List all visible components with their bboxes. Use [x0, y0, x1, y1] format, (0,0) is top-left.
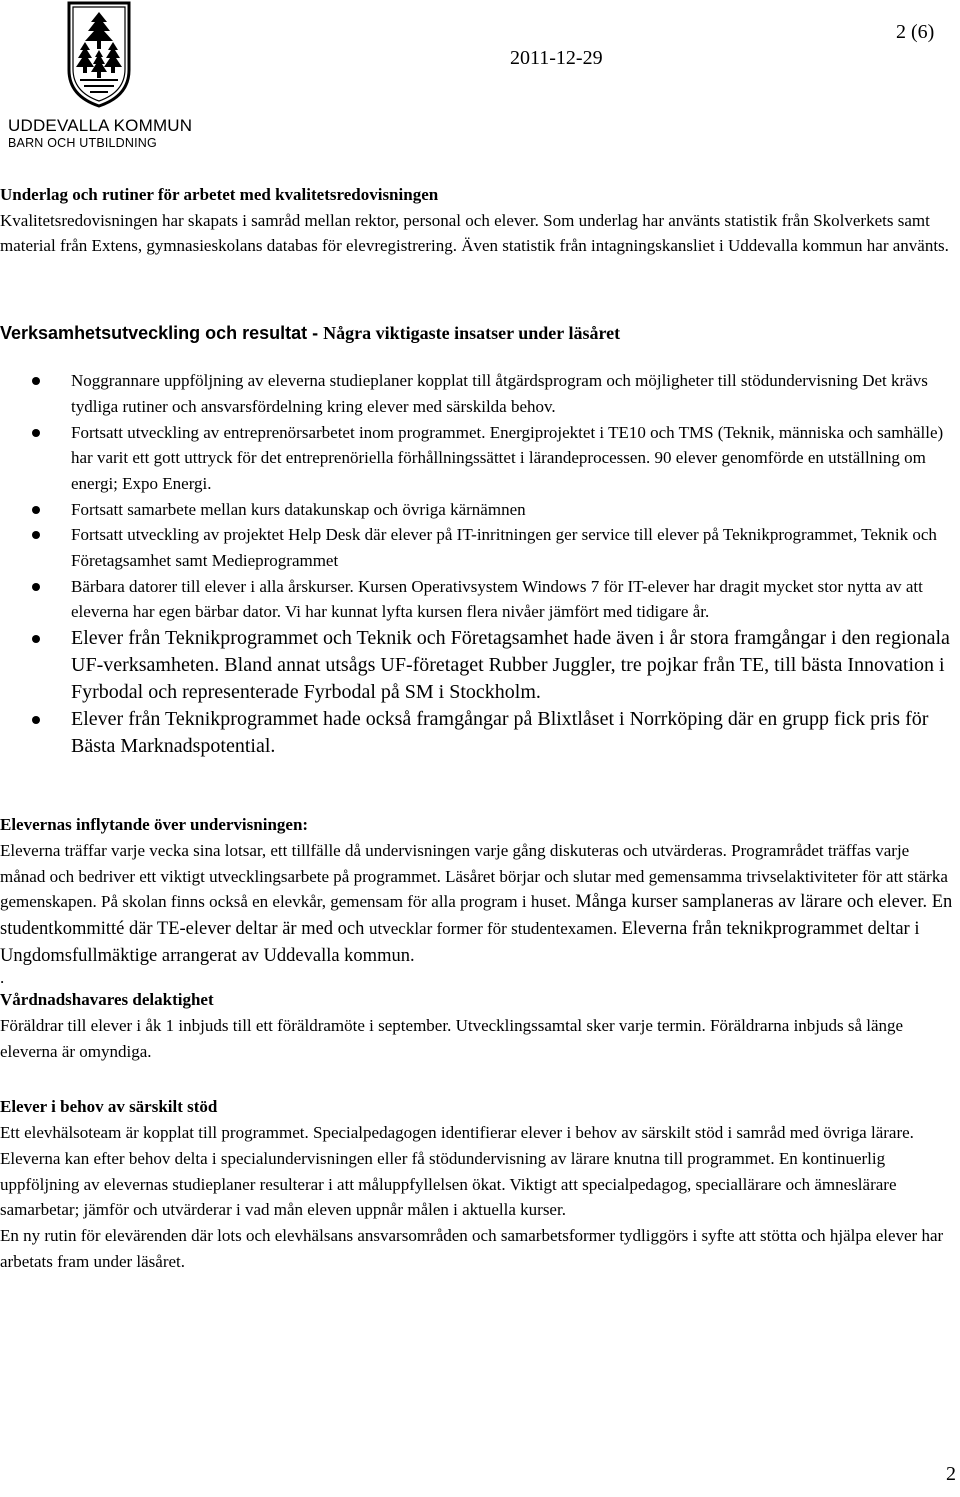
- list-item: Fortsatt utveckling av entreprenörsarbetet inom programmet. Energiprojektet i TE10 och TMS (Teknik, människa och samhälle) har varit ett gott uttryck för det entreprenöriella förhållningssättet i lärandeprocessen. 90 elever genomförde en utställning om energi; Expo Energi.: [0, 420, 958, 497]
- inflytande-text-4: Eleverna från teknikprogrammet deltar i Ungdomsfullmäktige arrangerat av Uddevalla kommun.: [0, 918, 920, 966]
- header-logo-block: [4, 0, 194, 150]
- page-indicator: 2 (6): [896, 21, 935, 43]
- list-item: Elever från Teknikprogrammet hade också framgångar på Blixtlåset i Norrköping där en grupp fick pris för Bästa Marknadspotential.: [0, 706, 958, 760]
- section-heading-verksamhet: [0, 320, 958, 346]
- section-heading-inflytande: Elevernas inflytande över undervisningen:: [0, 815, 309, 835]
- section-heading-vardnad: Vårdnadshavares delaktighet: [0, 990, 214, 1010]
- inflytande-text-2: Många kurser samplaneras av lärare och elever. En studentkommitté där TE-elever deltar är med och: [0, 892, 953, 939]
- section-heading-stod: Elever i behov av särskilt stöd: [0, 1097, 218, 1117]
- list-item: Noggrannare uppföljning av eleverna studieplaner kopplat till åtgärdsprogram och möjligheter till stödundervisning Det krävs tydliga rutiner och ansvarsfördelning kring elever med särskilda behov.: [0, 368, 958, 419]
- municipal-coat-of-arms-icon: [66, 0, 132, 108]
- paragraph-inflytande: [0, 838, 958, 970]
- paragraph-vardnad: Föräldrar till elever i åk 1 inbjuds till ett föräldramöte i september. Utvecklingssamtal sker varje termin. Föräldrarna inbjuds så länge eleverna är omyndiga.: [0, 1016, 904, 1061]
- list-item: Fortsatt utveckling av projektet Help Desk där elever på IT-inritningen ger service till elever på Teknikprogrammet, Teknik och Företagsamhet samt Medieprogrammet: [0, 522, 958, 573]
- separator-dot: .: [0, 968, 5, 988]
- section-heading-underlag: Underlag och rutiner för arbetet med kvalitetsredovisningen: [0, 185, 439, 204]
- paragraph-stod-1: Ett elevhälsoteam är kopplat till programmet. Specialpedagogen identifierar elever i behov av särskilt stöd i samråd med övriga lärare. Eleverna kan efter behov delta i specialundervisningen eller få stödundervisning av lärare knutna till programmet. En kontinuerlig uppföljning av elevernas studieplaner resulterar i att måluppfyllelsen ökat. Viktigt att specialpedagog, speciallärare och ämneslärare samarbetar; jämför och utvärderar i vad mån eleven uppnår målen i aktuella kurser.: [0, 1123, 914, 1220]
- heading-verksamhet-sub: Några viktigaste insatser under läsåret: [323, 323, 621, 344]
- department-name: BARN OCH UTBILDNING: [8, 136, 157, 150]
- paragraph-stod-2: En ny rutin för elevärenden där lots och elevhälsans ansvarsområden och samarbetsformer tydliggörs i syfte att stötta och hjälpa elever har arbetats fram under läsåret.: [0, 1225, 944, 1271]
- inflytande-text-3: utvecklar former för studentexamen.: [369, 918, 622, 938]
- footer-page-number: 2: [946, 1463, 956, 1485]
- heading-verksamhet-main: Verksamhetsutveckling och resultat -: [0, 323, 324, 344]
- paragraph-underlag: Kvalitetsredovisningen har skapats i samråd mellan rektor, personal och elever. Som underlag har använts statistik från Skolverkets samt material från Extens, gymnasieskolans databas för elevregistrering. Även statistik från intagningskansliet i Uddevalla kommun har använts.: [0, 210, 949, 256]
- document-date: 2011-12-29: [510, 47, 603, 69]
- insatser-list: [0, 368, 958, 760]
- list-item: Bärbara datorer till elever i alla årskurser. Kursen Operativsystem Windows 7 för IT-elever har dragit mycket stor nytta av att eleverna har egen bärbar dator. Vi har kunnat lyfta kursen flera nivåer jämfört med tidigare år.: [0, 574, 958, 625]
- list-item: Fortsatt samarbete mellan kurs datakunskap och övriga kärnämnen: [0, 497, 958, 523]
- document-body: [0, 182, 958, 1274]
- organization-name: UDDEVALLA KOMMUN: [8, 116, 193, 135]
- list-item: Elever från Teknikprogrammet och Teknik och Företagsamhet hade även i år stora framgångar i den regionala UF-verksamheten. Bland annat utsågs UF-företaget Rubber Juggler, tre pojkar från TE, till bästa Innovation i Fyrbodal och representerade Fyrbodal på SM i Stockholm.: [0, 625, 958, 706]
- inflytande-text-1: Eleverna träffar varje vecka sina lotsar, ett tillfälle då undervisningen varje gång diskuteras och utvärderas. Programrådet träffas varje månad och bedriver ett viktigt utvecklingsarbete på programmet. Läsåret börjar och slutar med gemensamma trivselaktiviteter för att stärka gemenskapen. På skolan finns också en elevkår, gemensam för alla program i huset.: [0, 840, 948, 912]
